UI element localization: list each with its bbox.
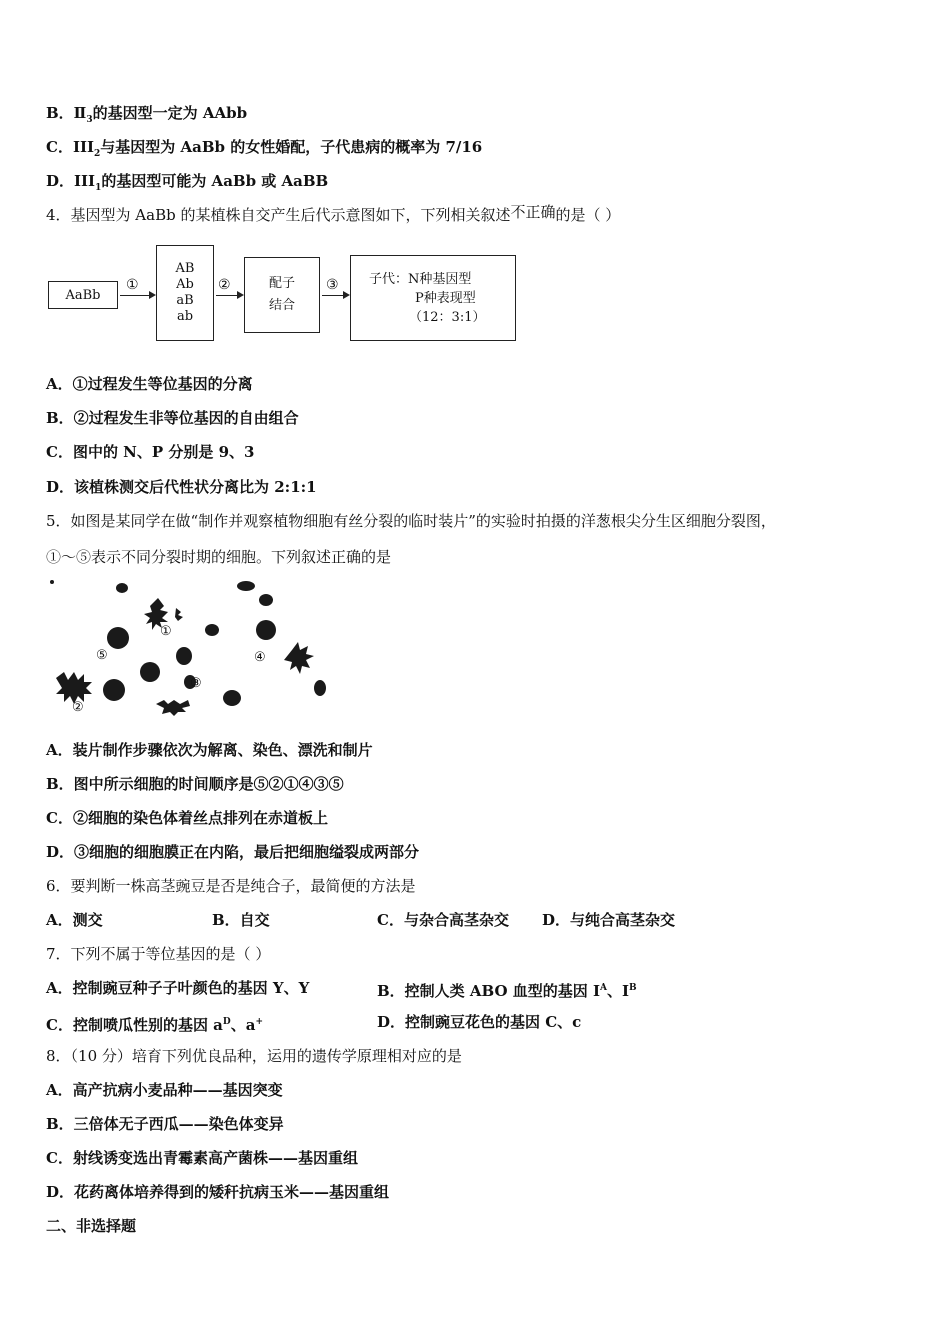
q4-stem: 4．基因型为 AaBb 的某植株自交产生后代示意图如下，下列相关叙述不正确的是（ ）	[46, 203, 621, 224]
micrograph-image	[46, 578, 326, 720]
q6-option-c: C．与杂合高茎杂交	[377, 911, 509, 929]
parent-box: AaBb	[48, 281, 118, 309]
fusion-box	[244, 257, 320, 333]
cell-blob	[237, 581, 255, 591]
q3-option-d: D．$III_1$的基因型可能为 AaBb 或 AaBB	[46, 172, 329, 193]
cell-blob	[140, 662, 160, 682]
q4-option-b: B．②过程发生非等位基因的自由组合	[46, 409, 299, 427]
section-heading: 二、非选择题	[46, 1217, 137, 1235]
gamete: Ab	[176, 277, 194, 292]
arrow-2	[216, 295, 242, 296]
q8-option-b: B．三倍体无子西瓜——染色体变异	[46, 1115, 284, 1133]
q6-stem: 6．要判断一株高茎豌豆是否是纯合子，最简便的方法是	[46, 877, 416, 895]
q8-option-a: A．高产抗病小麦品种——基因突变	[46, 1081, 283, 1099]
cell-blob	[259, 594, 273, 606]
cell-blob	[223, 690, 241, 706]
fusion-text: 配子	[268, 276, 295, 291]
cell-blob	[205, 624, 219, 636]
q5-micrograph	[46, 578, 326, 720]
q3-option-b: B．$Ⅱ_3$的基因型一定为 AAbb	[46, 104, 248, 125]
q5-option-a: A．装片制作步骤依次为解离、染色、漂洗和制片	[46, 741, 373, 759]
q3-option-c: C．$III_2$与基因型为 AaBb 的女性婚配，子代患病的概率为 7/16	[46, 138, 483, 159]
gametes-box	[156, 245, 214, 341]
gamete: AB	[175, 261, 195, 276]
q5-option-c: C．②细胞的染色体着丝点排列在赤道板上	[46, 809, 328, 827]
cell-blob	[314, 680, 326, 696]
cell-blob	[116, 583, 128, 593]
offspring-text: （12：3:1）	[409, 310, 486, 325]
gamete: aB	[176, 293, 194, 308]
fusion-text: 结合	[268, 298, 295, 313]
q7-option-d: D．控制豌豆花色的基因 C、c	[377, 1013, 582, 1031]
q8-option-d: D．花药离体培养得到的矮秆抗病玉米——基因重组	[46, 1183, 390, 1201]
q7-option-c: C．控制喷瓜性别的基因 $a^D$、a+	[46, 1016, 263, 1034]
arrow-3	[322, 295, 348, 296]
label-3: ③	[190, 676, 202, 691]
label-2: ②	[72, 700, 84, 715]
q4-diagram	[48, 243, 518, 345]
q5-option-b: B．图中所示细胞的时间顺序是⑤②①④③⑤	[46, 775, 344, 793]
q6-option-a: A．测交	[46, 911, 103, 929]
offspring-text: 子代：N种基因型	[369, 272, 472, 287]
q4-option-d: D．该植株测交后代性状分离比为 2:1:1	[46, 478, 317, 496]
q7-stem: 7．下列不属于等位基因的是（ ）	[46, 945, 271, 963]
offspring-box	[350, 255, 516, 341]
arrow-1	[120, 295, 154, 296]
step-1-label: ①	[126, 277, 139, 293]
step-2-label: ②	[218, 277, 231, 293]
q8-stem: 8．（10 分）培育下列优良品种，运用的遗传学原理相对应的是	[46, 1047, 462, 1065]
q7-option-b: B．控制人类 ABO 血型的基因 $I^A$、$I^B$	[377, 982, 637, 1000]
label-4: ④	[254, 650, 266, 665]
q5-stem-line1: 5．如图是某同学在做“制作并观察植物细胞有丝分裂的临时装片”的实验时拍摄的洋葱根尖分生区细胞分裂图，	[46, 512, 776, 530]
q6-option-b: B．自交	[212, 911, 270, 929]
step-3-label: ③	[326, 277, 339, 293]
specks	[50, 580, 54, 584]
cell-5	[107, 627, 129, 649]
q6-option-d: D．与纯合高茎杂交	[542, 911, 676, 929]
cell-4-chromosomes	[284, 642, 314, 674]
q7-option-a: A．控制豌豆种子子叶颜色的基因 Y、Y	[46, 979, 310, 997]
label-1: ①	[160, 624, 172, 639]
q8-option-c: C．射线诱变选出青霉素高产菌株——基因重组	[46, 1149, 358, 1167]
q5-stem-line2: ①～⑤表示不同分裂时期的细胞。下列叙述正确的是	[46, 548, 392, 566]
q5-option-d: D．③细胞的细胞膜正在内陷，最后把细胞缢裂成两部分	[46, 843, 420, 861]
q4-option-c: C．图中的 N、P 分别是 9、3	[46, 443, 255, 461]
gamete: ab	[176, 309, 194, 324]
offspring-text: P种表现型	[415, 291, 476, 306]
cell-3	[176, 647, 192, 665]
q4-option-a: A．①过程发生等位基因的分离	[46, 375, 253, 393]
cell-blob	[256, 620, 276, 640]
cell-3-chromosomes	[156, 700, 190, 716]
cell-blob	[103, 679, 125, 701]
label-5: ⑤	[96, 648, 108, 663]
